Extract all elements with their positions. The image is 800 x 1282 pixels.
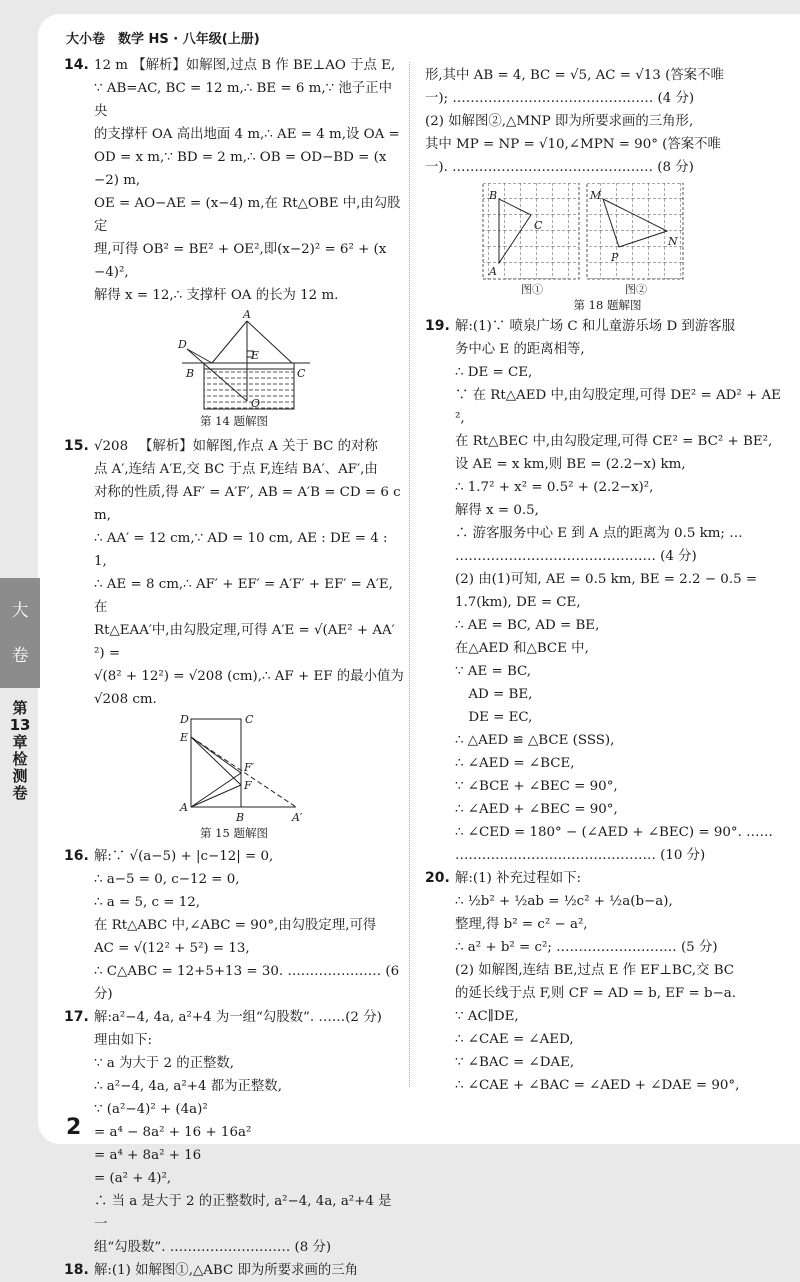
text-line: 解得 x = 0.5,	[455, 503, 539, 518]
text-line: 在 Rt△BEC 中,由勾股定理,可得 CE² = BC² + BE²,	[455, 434, 773, 449]
text-line: 形,其中 AB = 4, BC = √5, AC = √13 (答案不唯	[425, 68, 724, 83]
text-line: OE = AO−AE = (x−4) m,在 Rt△OBE 中,由勾股定	[94, 196, 401, 234]
figure-2-caption: 图②	[625, 283, 647, 296]
text-line: AC = √(12² + 5²) = 13,	[94, 941, 250, 956]
text-line: ∴ AE = 8 cm,∴ AF′ + EF′ = A′F′ + EF′ = A′E,在	[94, 577, 393, 615]
label-O: O	[251, 397, 261, 410]
side-tab-text-1: 大	[11, 601, 29, 621]
text-line: 在△AED 和△BCE 中,	[455, 641, 589, 656]
figure-14-caption: 第 14 题解图	[200, 414, 268, 428]
question-17	[64, 1006, 404, 1259]
text-line	[64, 1006, 404, 1029]
text-line: (2) 如解图②,△MNP 即为所要求画的三角形,	[425, 114, 694, 129]
question-18-cont	[425, 64, 790, 179]
label-C: C	[534, 219, 543, 232]
text-line: 对称的性质,得 AF′ = A′F′, AB = A′B = CD = 6 cm,	[94, 485, 401, 523]
label-B: B	[186, 367, 195, 380]
text-line-content: 解:a²−4, 4a, a²+4 为一组“勾股数”. ……(2 分)	[94, 1010, 382, 1025]
text-line: 在 Rt△ABC 中,∠ABC = 90°,由勾股定理,可得	[94, 918, 377, 933]
question-number: 15.	[64, 438, 89, 454]
page-number: 2	[66, 1115, 82, 1140]
text-line: = a⁴ − 8a² + 16 + 16a²	[94, 1125, 252, 1140]
text-line: ∴ AE = BC, AD = BE,	[455, 618, 600, 633]
text-line: ∴ ∠CAE = ∠AED,	[455, 1032, 574, 1047]
running-header: 大小卷 数学 HS · 八年级(上册)	[66, 32, 260, 47]
text-line: ∴ C△ABC = 12+5+13 = 30. ………………… (6 分)	[94, 964, 400, 1002]
label-A: A	[243, 309, 251, 321]
label-C: C	[245, 713, 254, 726]
text-line	[425, 867, 790, 890]
label-D: D	[178, 338, 187, 351]
question-14	[64, 54, 404, 307]
text-line-content: 解:(1)∵ 喷泉广场 C 和儿童游乐场 D 到游客服	[455, 319, 735, 334]
text-line: ∴ 游客服务中心 E 到 A 点的距离为 0.5 km; …	[455, 526, 743, 541]
label-F: F	[244, 779, 252, 792]
question-number: 20.	[425, 870, 450, 886]
left-column	[64, 54, 404, 1282]
text-line: 理,可得 OB² = BE² + OE²,即(x−2)² = 6² + (x−4)²,	[94, 242, 387, 280]
label-A-prime: A′	[292, 811, 303, 824]
label-N: N	[668, 235, 678, 248]
question-18-start	[64, 1259, 404, 1282]
text-line: 解得 x = 12,∴ 支撑杆 OA 的长为 12 m.	[94, 288, 339, 303]
text-line-content: √208 【解析】如解图,作点 A 关于 BC 的对称	[94, 439, 378, 454]
question-number: 19.	[425, 318, 450, 334]
text-line: 其中 MP = NP = √10,∠MPN = 90° (答案不唯	[425, 137, 721, 152]
figure-18-caption: 第 18 题解图	[573, 298, 642, 312]
label-M: M	[590, 189, 602, 202]
text-line: 1.7(km), DE = CE,	[455, 595, 581, 610]
text-line: DE = EC,	[455, 710, 533, 725]
question-number: 16.	[64, 848, 89, 864]
text-line-content: 解:∵ √(a−5) + |c−12| = 0,	[94, 849, 274, 864]
label-A: A	[489, 265, 497, 278]
text-line: ∴ ∠CAE + ∠BAC = ∠AED + ∠DAE = 90°,	[455, 1078, 740, 1093]
text-line: = a⁴ + 8a² + 16	[94, 1148, 202, 1163]
side-tab-text-2: 卷	[11, 646, 29, 666]
question-number: 18.	[64, 1262, 89, 1278]
question-15	[64, 435, 404, 711]
question-number: 14.	[64, 57, 89, 73]
text-line: ……………………………………… (10 分)	[455, 848, 706, 863]
question-number: 17.	[64, 1009, 89, 1025]
text-line: ∴ 当 a 是大于 2 的正整数时, a²−4, 4a, a²+4 是一	[94, 1194, 392, 1232]
text-line: ∴ a² + b² = c²; ……………………… (5 分)	[455, 940, 718, 955]
label-F-prime: F′	[244, 761, 255, 774]
text-line: ∵ AC∥DE,	[455, 1009, 519, 1024]
label-B: B	[489, 189, 498, 202]
label-E: E	[180, 731, 189, 744]
figure-15	[64, 711, 404, 825]
text-line	[64, 435, 404, 458]
figure-15-caption: 第 15 题解图	[200, 826, 268, 840]
text-line: ∴ ∠AED = ∠BCE,	[455, 756, 575, 771]
text-line: 的支撑杆 OA 高出地面 4 m,∴ AE = 4 m,设 OA =	[94, 127, 400, 142]
text-line: ∵ ∠BCE + ∠BEC = 90°,	[455, 779, 618, 794]
text-line: (2) 由(1)可知, AE = 0.5 km, BE = 2.2 − 0.5 =	[455, 572, 758, 587]
label-C: C	[297, 367, 306, 380]
text-line-content: 12 m 【解析】如解图,过点 B 作 BE⊥AO 于点 E,	[94, 58, 396, 73]
text-line-content: 解:(1) 补充过程如下:	[455, 871, 581, 886]
side-tab	[0, 578, 40, 688]
label-B: B	[236, 811, 245, 824]
text-line: 组“勾股数”. ……………………… (8 分)	[94, 1240, 332, 1255]
text-line: OD = x m,∵ BD = 2 m,∴ OB = OD−BD = (x−2) m,	[94, 150, 387, 188]
text-line: 的延长线于点 F,则 CF = AD = b, EF = b−a.	[455, 986, 737, 1001]
text-line	[64, 54, 404, 77]
text-line: ……………………………………… (4 分)	[455, 549, 697, 564]
text-line: 务中心 E 的距离相等,	[455, 342, 585, 357]
label-P: P	[611, 251, 619, 264]
column-divider	[409, 62, 410, 1087]
label-A: A	[180, 801, 188, 814]
text-line: ∴ DE = CE,	[455, 365, 533, 380]
text-line: 设 AE = x km,则 BE = (2.2−x) km,	[455, 457, 686, 472]
text-line: 一); ……………………………………… (4 分)	[425, 91, 695, 106]
text-line: ∴ ∠AED + ∠BEC = 90°,	[455, 802, 618, 817]
text-line: ∴ AA′ = 12 cm,∵ AD = 10 cm, AE : DE = 4 : 1,	[94, 531, 388, 569]
text-line: ∴ a−5 = 0, c−12 = 0,	[94, 872, 240, 887]
text-line	[64, 845, 404, 868]
text-line: ∴ a²−4, 4a, a²+4 都为正整数,	[94, 1079, 282, 1094]
text-line: ∴ 1.7² + x² = 0.5² + (2.2−x)²,	[455, 480, 654, 495]
text-line: ∴ a = 5, c = 12,	[94, 895, 201, 910]
text-line: (2) 如解图,连结 BE,过点 E 作 EF⊥BC,交 BC	[455, 963, 735, 978]
text-line: ∵ a 为大于 2 的正整数,	[94, 1056, 235, 1071]
text-line: √(8² + 12²) = √208 (cm),∴ AF + EF 的最小值为	[94, 669, 404, 684]
text-line: 理由如下:	[94, 1033, 153, 1048]
text-line: √208 cm.	[94, 692, 157, 707]
text-line: ∴ ½b² + ½ab = ½c² + ½a(b−a),	[455, 894, 673, 909]
question-20	[425, 867, 790, 1097]
right-column	[425, 64, 790, 1097]
figure-14	[64, 309, 404, 413]
text-line: ∵ AE = BC,	[455, 664, 532, 679]
text-line-content: 解:(1) 如解图①,△ABC 即为所要求画的三角	[94, 1263, 359, 1278]
text-line	[425, 315, 790, 338]
text-line: 整理,得 b² = c² − a²,	[455, 917, 588, 932]
text-line: AD = BE,	[455, 687, 533, 702]
text-line: ∵ 在 Rt△AED 中,由勾股定理,可得 DE² = AD² + AE²,	[455, 388, 781, 426]
question-19	[425, 315, 790, 867]
label-D: D	[180, 713, 189, 726]
chapter-label: 第13章检测卷	[9, 699, 31, 802]
text-line: 点 A′,连结 A′E,交 BC 于点 F,连结 BA′、AF′,由	[94, 462, 378, 477]
text-line: ∴ ∠CED = 180° − (∠AED + ∠BEC) = 90°. ……	[455, 825, 773, 840]
label-E: E	[251, 349, 260, 362]
text-line: 一). ……………………………………… (8 分)	[425, 160, 694, 175]
text-line: Rt△EAA′中,由勾股定理,可得 A′E = √(AE² + AA′²) =	[94, 623, 395, 661]
figure-18	[425, 183, 790, 297]
text-line: ∵ (a²−4)² + (4a)²	[94, 1102, 208, 1117]
figure-1-caption: 图①	[521, 283, 543, 296]
text-line: ∵ AB=AC, BC = 12 m,∴ BE = 6 m,∵ 池子正中央	[94, 81, 392, 119]
text-line: = (a² + 4)²,	[94, 1171, 172, 1186]
text-line	[64, 1259, 404, 1282]
text-line: ∵ ∠BAC = ∠DAE,	[455, 1055, 575, 1070]
question-16	[64, 845, 404, 1006]
text-line: ∴ △AED ≌ △BCE (SSS),	[455, 733, 615, 748]
